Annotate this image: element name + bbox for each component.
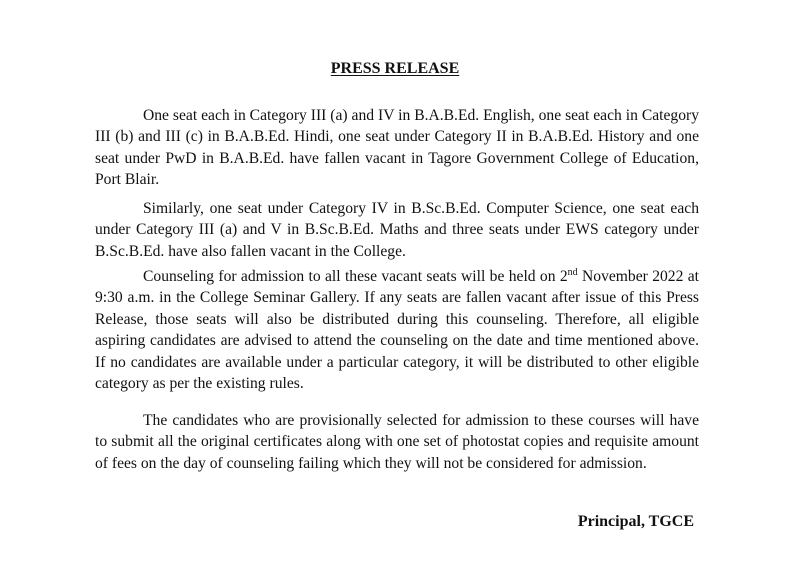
- paragraph-counseling-schedule: [95, 266, 699, 394]
- paragraph-documents-required: The candidates who are provisionally selected for admission to these courses will have to submit all the original certificates along with one set of photostat copies and requisite amount of fees on the day of counseling failing which they will not be considered for admission.: [95, 412, 699, 472]
- date-ordinal-suffix: nd: [567, 266, 578, 278]
- counseling-text-rest: November 2022 at 9:30 a.m. in the College Seminar Gallery. If any seats are fallen vacant after issue of this Press Release, those seats will also be distributed during this counseling. Therefore, all eligible aspiring candidates are advised to attend the counseling on the date and time mentioned above. If no candidates are available under a particular category, it will be distributed to other eligible category as per the existing rules.: [95, 268, 699, 393]
- paragraph-vacant-seats-bsc: Similarly, one seat under Category IV in B.Sc.B.Ed. Computer Science, one seat each under Category III (a) and V in B.Sc.B.Ed. Maths and three seats under EWS category under B.Sc.B.Ed. have also fallen vacant in the College.: [95, 200, 699, 260]
- signature-line: Principal, TGCE: [577, 513, 694, 530]
- counseling-text-start: Counseling for admission to all these vacant seats will be held on 2: [143, 268, 568, 285]
- document-title: PRESS RELEASE: [330, 60, 460, 77]
- paragraph-vacant-seats-ba: One seat each in Category III (a) and IV in B.A.B.Ed. English, one seat each in Category III (b) and III (c) in B.A.B.Ed. Hindi, one seat under Category II in B.A.B.Ed. History and one seat under PwD in B.A.B.Ed. have fallen vacant in Tagore Government College of Education, Port Blair.: [95, 107, 699, 189]
